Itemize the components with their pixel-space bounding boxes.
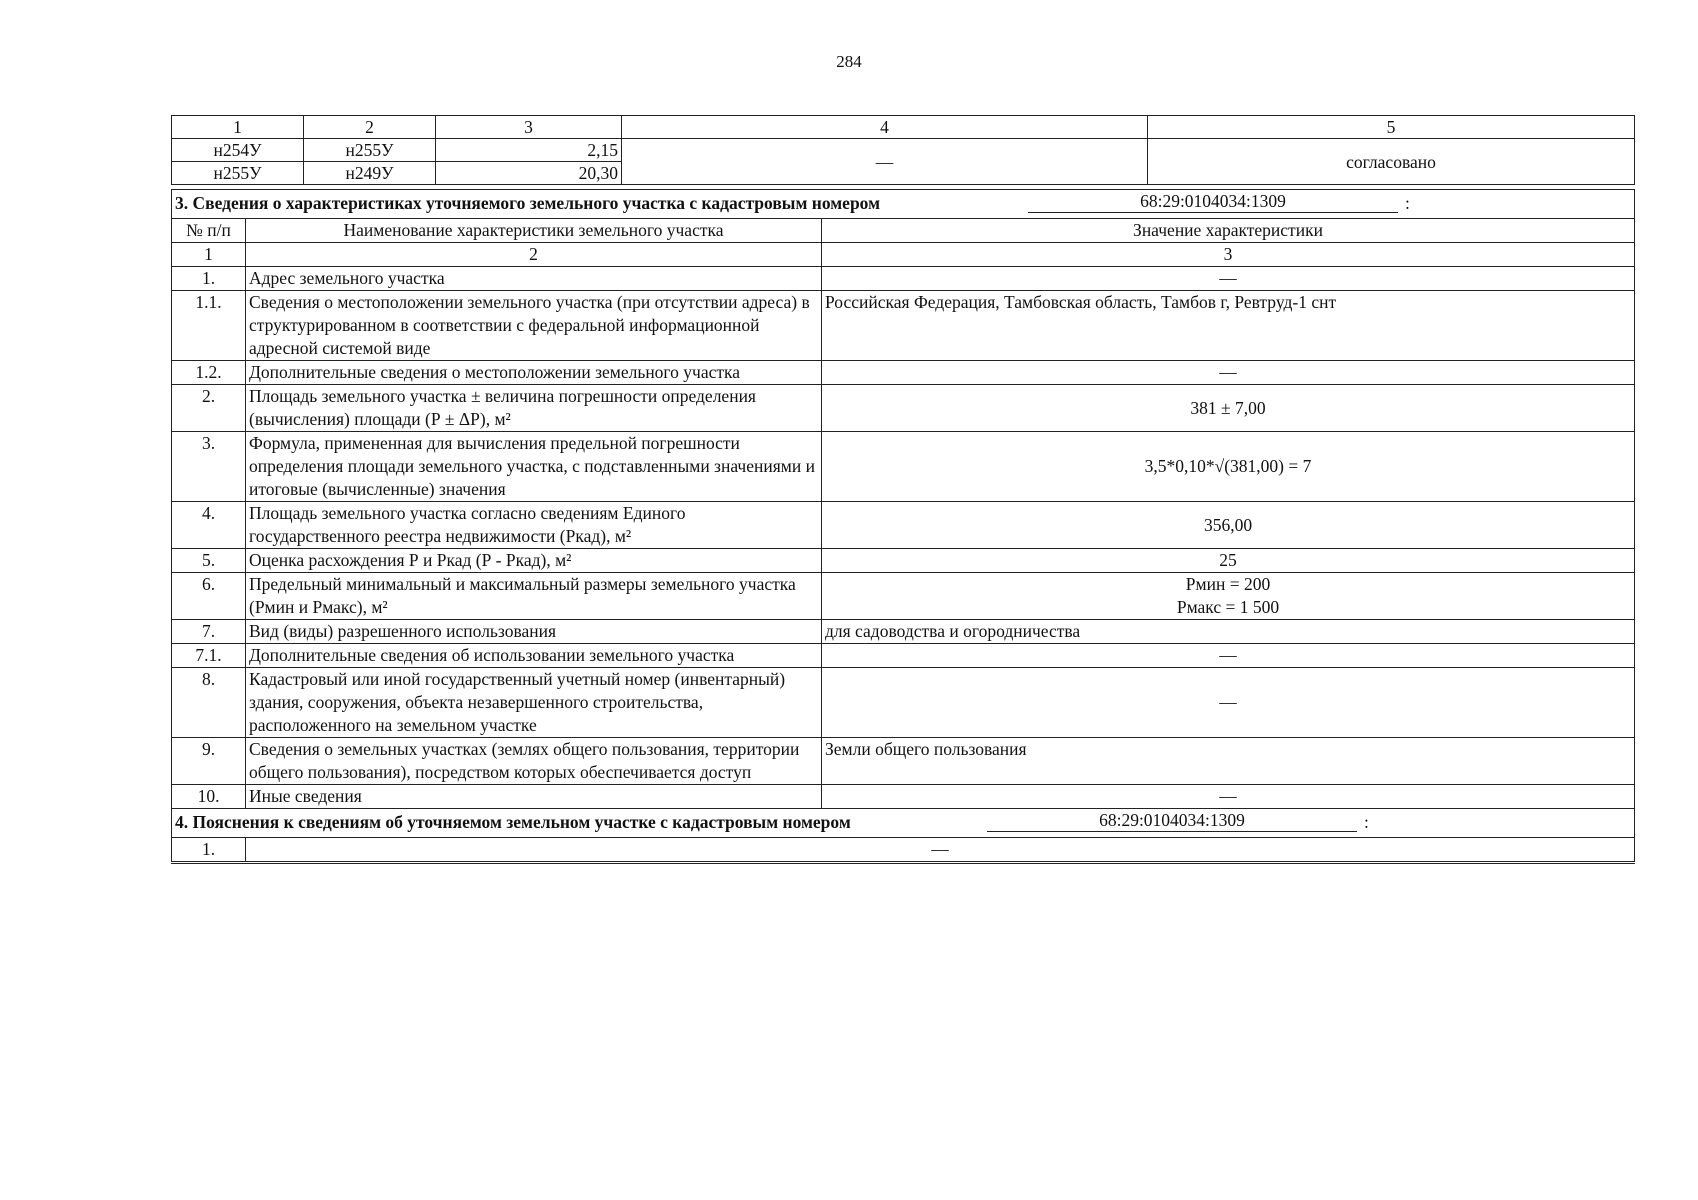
characteristics-table (171, 189, 1635, 864)
row-value: — (822, 644, 1635, 668)
segment-length: 20,30 (436, 162, 622, 185)
point-to: н249У (304, 162, 436, 185)
table-row (172, 139, 1635, 162)
table-row (172, 502, 1635, 549)
row-value: 25 (822, 549, 1635, 573)
row-name: Адрес земельного участка (246, 267, 822, 291)
section4-cadastral-number: 68:29:0104034:1309 (987, 809, 1357, 832)
row-name: Площадь земельного участка согласно сведениям Единого государственного реестра недвижимости (Ркад), м² (246, 502, 822, 549)
row-value: — (246, 838, 1635, 863)
section4-header-row (172, 809, 1635, 838)
row-name: Иные сведения (246, 785, 822, 809)
col-number: 2 (246, 243, 822, 267)
row-num: 1. (172, 267, 246, 291)
header-cell: 2 (304, 116, 436, 139)
header-cell: 4 (622, 116, 1148, 139)
col-number: 1 (172, 243, 246, 267)
table-row (172, 620, 1635, 644)
row-num: 1.1. (172, 291, 246, 361)
column-number-row (172, 243, 1635, 267)
row-name: Формула, примененная для вычисления предельной погрешности определения площади земельного участка, с подставленными значениями и итоговые (вычисленные) значения (246, 432, 822, 502)
table-row (172, 785, 1635, 809)
row-num: 3. (172, 432, 246, 502)
row-num: 9. (172, 738, 246, 785)
row-value: для садоводства и огородничества (822, 620, 1635, 644)
row-value: — (822, 267, 1635, 291)
col4-value: — (622, 139, 1148, 185)
row-value-limits (822, 573, 1635, 620)
boundary-table (171, 115, 1635, 185)
col5-value: согласовано (1148, 139, 1635, 185)
row-value: 381 ± 7,00 (822, 385, 1635, 432)
row-name: Предельный минимальный и максимальный размеры земельного участка (Рмин и Рмакс), м² (246, 573, 822, 620)
section4-title-cell (172, 809, 1635, 838)
page-number: 284 (836, 52, 862, 71)
row-num: 6. (172, 573, 246, 620)
row-name: Вид (виды) разрешенного использования (246, 620, 822, 644)
header-cell: 1 (172, 116, 304, 139)
table-row (172, 267, 1635, 291)
row-num: 10. (172, 785, 246, 809)
table-row (172, 644, 1635, 668)
row-value: Земли общего пользования (822, 738, 1635, 785)
row-value: — (822, 361, 1635, 385)
row-name: Сведения о местоположении земельного участка (при отсутствии адреса) в структурированном в соответствии с федеральной информационной адресной системой виде (246, 291, 822, 361)
section3-title: 3. Сведения о характеристиках уточняемого земельного участка с кадастровым номером (175, 193, 881, 213)
row-name: Дополнительные сведения об использовании земельного участка (246, 644, 822, 668)
table-row (172, 291, 1635, 361)
row-num: 5. (172, 549, 246, 573)
table-row (172, 432, 1635, 502)
row-num: 1.2. (172, 361, 246, 385)
row-num: 1. (172, 838, 246, 863)
row-name: Дополнительные сведения о местоположении земельного участка (246, 361, 822, 385)
row-num: 7.1. (172, 644, 246, 668)
col-header-num: № п/п (172, 219, 246, 243)
table-row (172, 549, 1635, 573)
col-number: 3 (822, 243, 1635, 267)
table-row (172, 738, 1635, 785)
header-cell: 3 (436, 116, 622, 139)
row-num: 8. (172, 668, 246, 738)
table-row (172, 838, 1635, 863)
section3-header-row (172, 190, 1635, 219)
boundary-table-header (172, 116, 1635, 139)
section3-colon: : (1405, 193, 1410, 213)
row-num: 2. (172, 385, 246, 432)
row-value: Российская Федерация, Тамбовская область, Тамбов г, Ревтруд-1 снт (822, 291, 1635, 361)
column-header-row (172, 219, 1635, 243)
table-row (172, 668, 1635, 738)
section3-cadastral-number: 68:29:0104034:1309 (1028, 190, 1398, 213)
value-max: Рмакс = 1 500 (1176, 597, 1280, 617)
row-name: Сведения о земельных участках (землях общего пользования, территории общего пользования), посредством которых обеспечивается доступ (246, 738, 822, 785)
row-num: 4. (172, 502, 246, 549)
section3-title-cell (172, 190, 1635, 219)
section4-title: 4. Пояснения к сведениям об уточняемом земельном участке с кадастровым номером (175, 812, 851, 832)
row-name: Кадастровый или иной государственный учетный номер (инвентарный) здания, сооружения, объекта незавершенного строительства, расположенного на земельном участке (246, 668, 822, 738)
row-value: 3,5*0,10*√(381,00) = 7 (822, 432, 1635, 502)
row-value: — (822, 785, 1635, 809)
col-header-value: Значение характеристики (822, 219, 1635, 243)
point-from: н254У (172, 139, 304, 162)
point-to: н255У (304, 139, 436, 162)
row-name: Площадь земельного участка ± величина погрешности определения (вычисления) площади (Р ± ΔР), м² (246, 385, 822, 432)
row-value: 356,00 (822, 502, 1635, 549)
section4-colon: : (1364, 812, 1369, 832)
row-num: 7. (172, 620, 246, 644)
col-header-name: Наименование характеристики земельного участка (246, 219, 822, 243)
table-row (172, 361, 1635, 385)
segment-length: 2,15 (436, 139, 622, 162)
table-row (172, 573, 1635, 620)
row-name: Оценка расхождения Р и Ркад (Р - Ркад), м² (246, 549, 822, 573)
table-row (172, 385, 1635, 432)
point-from: н255У (172, 162, 304, 185)
header-cell: 5 (1148, 116, 1635, 139)
value-min: Рмин = 200 (1185, 574, 1271, 594)
row-value: — (822, 668, 1635, 738)
